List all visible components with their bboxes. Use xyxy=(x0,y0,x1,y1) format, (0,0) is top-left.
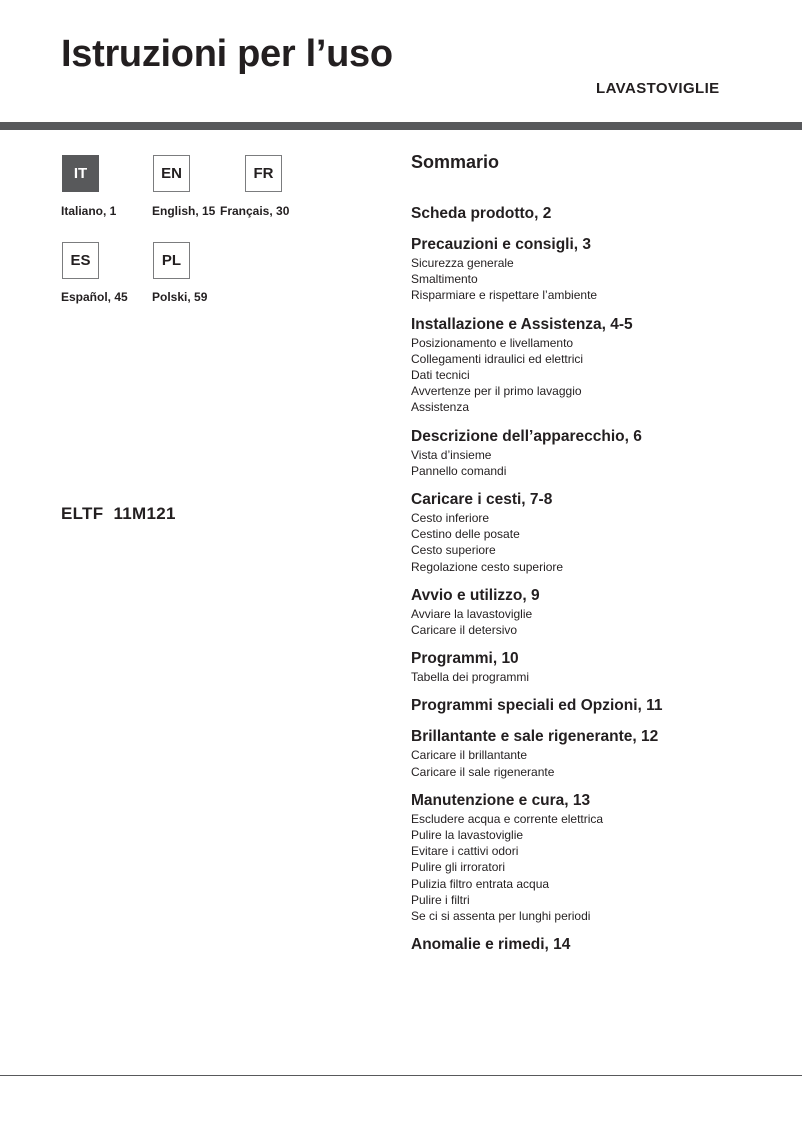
toc-subitem-link[interactable]: Pulire la lavastoviglie xyxy=(411,828,524,843)
toc-section xyxy=(411,727,791,779)
toc-heading-link[interactable]: Scheda prodotto, 2 xyxy=(411,205,552,222)
toc-section xyxy=(411,586,791,638)
toc-subitem-link[interactable]: Caricare il sale rigenerante xyxy=(411,764,555,779)
toc-heading-link[interactable]: Programmi speciali ed Opzioni, 11 xyxy=(411,697,663,715)
toc-section xyxy=(411,649,791,685)
toc-section xyxy=(411,935,791,955)
product-category: LAVASTOVIGLIE xyxy=(596,80,720,97)
toc-subitem-link[interactable]: Vista d’insieme xyxy=(411,447,492,462)
toc-subitem-link[interactable]: Cesto inferiore xyxy=(411,511,490,526)
toc-heading-link[interactable]: Manutenzione e cura, 13 xyxy=(411,791,591,809)
toc-subitem-link[interactable]: Escludere acqua e corrente elettrica xyxy=(411,811,604,826)
toc-title: Sommario xyxy=(411,152,500,172)
toc-subitem-link[interactable]: Pulire i filtri xyxy=(411,892,470,907)
language-label-en[interactable]: English, 15 xyxy=(152,204,216,218)
toc-section xyxy=(411,696,791,716)
toc-subitem-link[interactable]: Avviare la lavastoviglie xyxy=(411,606,533,621)
toc-subitem-link[interactable]: Cestino delle posate xyxy=(411,527,520,542)
header-divider-bar xyxy=(0,122,802,130)
toc-subitem-link[interactable]: Sicurezza generale xyxy=(411,256,514,270)
toc-heading-link[interactable]: Programmi, 10 xyxy=(411,650,519,668)
toc-subitem-link[interactable]: Evitare i cattivi odori xyxy=(411,844,519,859)
toc-section xyxy=(411,315,791,416)
toc-subitem-link[interactable]: Smaltimento xyxy=(411,272,478,287)
footer-divider xyxy=(0,1075,802,1076)
toc-section xyxy=(411,490,791,575)
toc-subitem-link[interactable]: Caricare il brillantante xyxy=(411,748,528,763)
toc-subitem-link[interactable]: Avvertenze per il primo lavaggio xyxy=(411,384,582,399)
language-label-pl[interactable]: Polski, 59 xyxy=(152,290,208,304)
toc-subitem-link[interactable]: Se ci si assenta per lunghi periodi xyxy=(411,909,591,924)
toc-heading-link[interactable]: Precauzioni e consigli, 3 xyxy=(411,236,592,253)
language-tab-fr[interactable]: FR xyxy=(245,155,282,192)
toc-section xyxy=(411,427,791,479)
language-label-it[interactable]: Italiano, 1 xyxy=(61,204,117,218)
toc-subitem-link[interactable]: Cesto superiore xyxy=(411,543,496,558)
toc-section xyxy=(411,204,791,224)
toc-heading-link[interactable]: Caricare i cesti, 7-8 xyxy=(411,491,553,509)
language-label-fr[interactable]: Français, 30 xyxy=(220,204,290,218)
toc-subitem-link[interactable]: Caricare il detersivo xyxy=(411,623,518,638)
toc-subitem-link[interactable]: Posizionamento e livellamento xyxy=(411,335,574,350)
language-tab-es[interactable]: ES xyxy=(62,242,99,279)
toc-subitem-link[interactable]: Dati tecnici xyxy=(411,368,470,383)
toc-subitem-link[interactable]: Risparmiare e rispettare l’ambiente xyxy=(411,288,598,303)
toc-heading-link[interactable]: Anomalie e rimedi, 14 xyxy=(411,936,571,954)
toc-subitem-link[interactable]: Tabella dei programmi xyxy=(411,670,530,685)
toc-heading-link[interactable]: Descrizione dell’apparecchio, 6 xyxy=(411,427,642,445)
toc-subitem-link[interactable]: Assistenza xyxy=(411,400,470,415)
toc-heading-link[interactable]: Brillantante e sale rigenerante, 12 xyxy=(411,728,659,746)
toc-subitem-link[interactable]: Pulire gli irroratori xyxy=(411,860,506,875)
language-label-es[interactable]: Español, 45 xyxy=(61,290,128,304)
toc-subitem-link[interactable]: Pannello comandi xyxy=(411,463,507,478)
toc-subitem-link[interactable]: Regolazione cesto superiore xyxy=(411,559,564,574)
language-tab-pl[interactable]: PL xyxy=(153,242,190,279)
page-title: Istruzioni per l’uso xyxy=(61,33,393,75)
language-tab-it[interactable]: IT xyxy=(62,155,99,192)
table-of-contents xyxy=(411,204,791,966)
toc-section xyxy=(411,235,791,304)
toc-heading-link[interactable]: Installazione e Assistenza, 4-5 xyxy=(411,315,633,333)
toc-heading-link[interactable]: Avvio e utilizzo, 9 xyxy=(411,586,540,604)
model-number: ELTF 11M121 xyxy=(61,504,176,523)
toc-subitem-link[interactable]: Pulizia filtro entrata acqua xyxy=(411,876,550,891)
language-tab-en[interactable]: EN xyxy=(153,155,190,192)
toc-subitem-link[interactable]: Collegamenti idraulici ed elettrici xyxy=(411,351,584,366)
toc-section xyxy=(411,791,791,924)
